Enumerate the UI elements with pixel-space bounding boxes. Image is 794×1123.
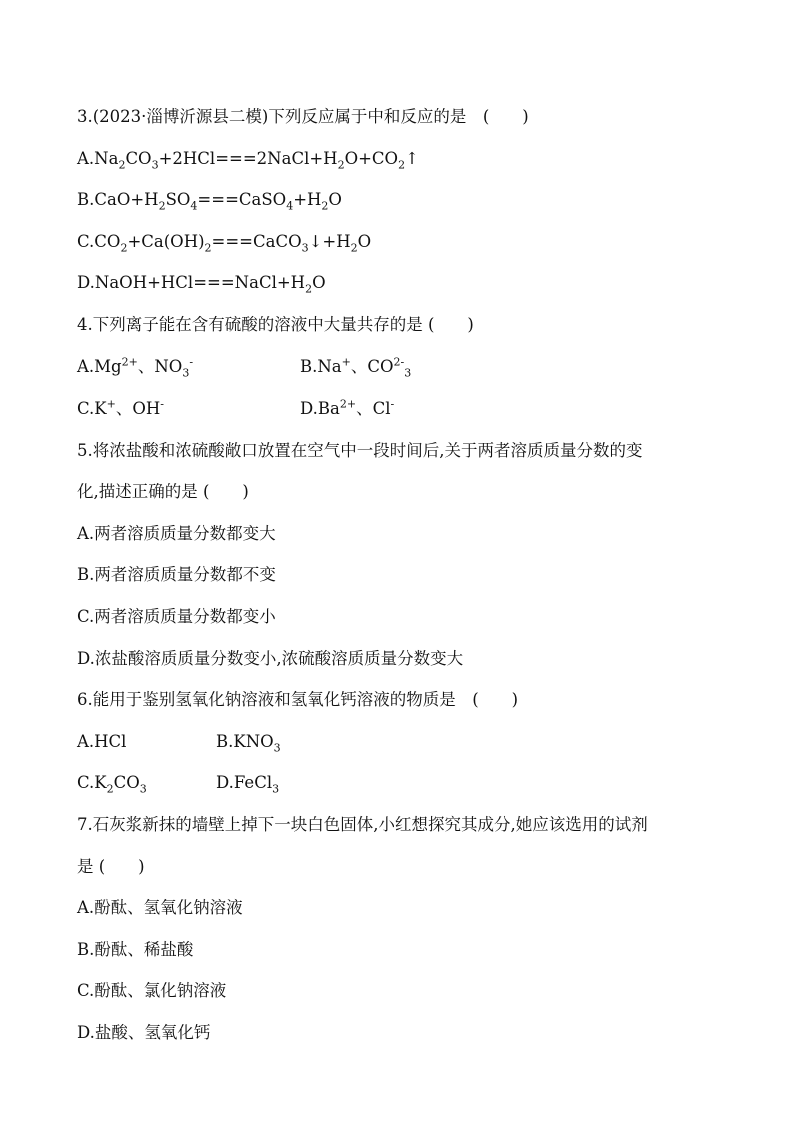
q3-option-a: $A.Na_2CO_3+2HCl===2NaCl+H_2O+CO_2↑$ <box>77 149 419 172</box>
q4-option-d: $D.Ba^{2+}$、Cl- <box>300 397 395 418</box>
q5-option-d: D.浓盐酸溶质质量分数变小,浓硫酸溶质质量分数变大 <box>77 649 464 668</box>
q6-option-c: $C.K_2CO_3$ <box>77 773 147 796</box>
q6-option-b: $B.KNO_3$ <box>216 732 281 755</box>
q4-option-c: C.K+、OH- <box>77 397 164 418</box>
q5-option-a: A.两者溶质质量分数都变大 <box>77 524 276 543</box>
q7-option-d: D.盐酸、氢氧化钙 <box>77 1023 211 1042</box>
q5-stem-line1: 5.将浓盐酸和浓硫酸敞口放置在空气中一段时间后,关于两者溶质质量分数的变 <box>77 441 643 460</box>
q4-option-a: $A.Mg^{2+}$、$NO_3^-$ <box>77 355 194 380</box>
q5-stem-line2: 化,描述正确的是 ( ) <box>77 482 249 501</box>
q7-stem-line1: 7.石灰浆新抹的墙壁上掉下一块白色固体,小红想探究其成分,她应该选用的试剂 <box>77 815 648 834</box>
q7-stem-line2: 是 ( ) <box>77 857 145 876</box>
q3-option-c: $C.CO_2+Ca(OH)_2===CaCO_3↓+H_2O$ <box>77 232 372 255</box>
q3-option-b: $B.CaO+H_2SO_4===CaSO_4+H_2O$ <box>77 190 342 213</box>
q4-stem: 4.下列离子能在含有硫酸的溶液中大量共存的是 ( ) <box>77 315 474 334</box>
q7-option-b: B.酚酞、稀盐酸 <box>77 940 194 959</box>
q4-option-b: B.Na+、$CO^{2-}_3$ <box>300 355 412 380</box>
q5-option-c: C.两者溶质质量分数都变小 <box>77 607 276 626</box>
q3-option-d: $D.NaOH+HCl===NaCl+H_2O$ <box>77 273 326 296</box>
q5-option-b: B.两者溶质质量分数都不变 <box>77 565 276 584</box>
q7-option-a: A.酚酞、氢氧化钠溶液 <box>77 898 243 917</box>
q6-stem: 6.能用于鉴别氢氧化钠溶液和氢氧化钙溶液的物质是 ( ) <box>77 690 519 709</box>
q3-stem: 3.(2023·淄博沂源县二模)下列反应属于中和反应的是 ( ) <box>77 107 529 126</box>
q6-option-a: A.HCl <box>77 732 127 751</box>
q6-option-d: D.FeCl$_3$ <box>216 773 280 796</box>
q7-option-c: C.酚酞、氯化钠溶液 <box>77 981 227 1000</box>
